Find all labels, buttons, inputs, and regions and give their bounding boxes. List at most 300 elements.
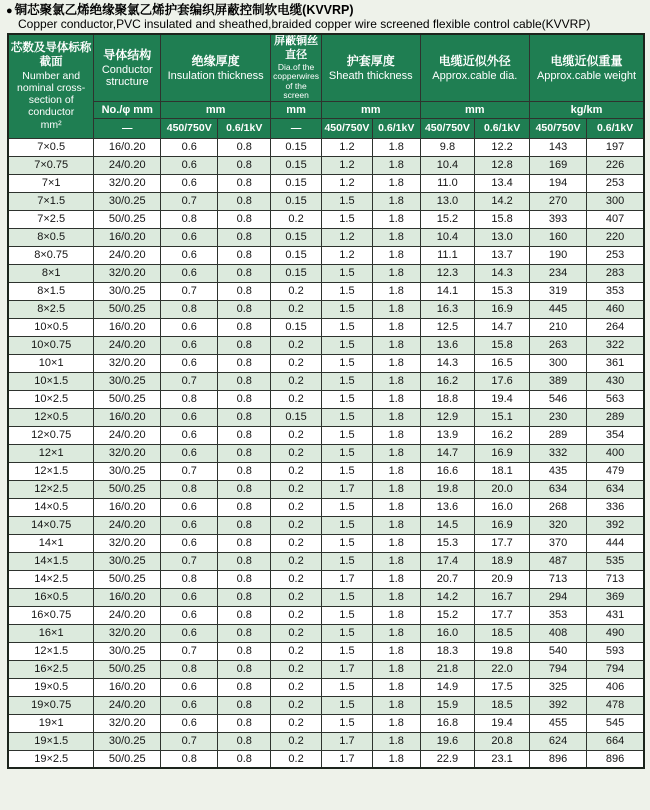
value-cell: 0.15 (271, 318, 322, 336)
spec-cell: 12×1 (8, 444, 94, 462)
value-cell: 1.5 (322, 516, 373, 534)
value-cell: 0.8 (218, 300, 271, 318)
value-cell: 1.8 (372, 480, 420, 498)
value-cell: 1.5 (322, 426, 373, 444)
value-cell: 1.5 (322, 444, 373, 462)
value-cell: 10.4 (420, 156, 475, 174)
value-cell: 1.5 (322, 354, 373, 372)
value-cell: 50/0.25 (94, 210, 161, 228)
value-cell: 20.9 (475, 570, 530, 588)
value-cell: 0.6 (161, 138, 218, 156)
value-cell: 490 (587, 624, 644, 642)
value-cell: 50/0.25 (94, 660, 161, 678)
header-conductor-en: Conductor structure (101, 64, 153, 89)
value-cell: 23.1 (475, 750, 530, 768)
value-cell: 435 (529, 462, 586, 480)
value-cell: 1.8 (372, 354, 420, 372)
spec-cell: 10×0.5 (8, 318, 94, 336)
value-cell: 16.8 (420, 714, 475, 732)
value-cell: 1.5 (322, 678, 373, 696)
value-cell: 15.3 (420, 534, 475, 552)
header-sheath-zh: 护套厚度 (346, 53, 395, 68)
value-cell: 1.5 (322, 318, 373, 336)
value-cell: 50/0.25 (94, 390, 161, 408)
value-cell: 32/0.20 (94, 714, 161, 732)
table-row (8, 642, 644, 660)
value-cell: 713 (587, 570, 644, 588)
value-cell: 16.2 (475, 426, 530, 444)
value-cell: 13.6 (420, 336, 475, 354)
value-cell: 14.3 (475, 264, 530, 282)
value-cell: 1.2 (322, 174, 373, 192)
cable-spec-table (7, 33, 645, 769)
spec-cell: 12×0.75 (8, 426, 94, 444)
table-row (8, 426, 644, 444)
header-insulation-zh: 绝缘厚度 (191, 53, 240, 68)
value-cell: 24/0.20 (94, 336, 161, 354)
value-cell: 400 (587, 444, 644, 462)
value-cell: 430 (587, 372, 644, 390)
table-row (8, 570, 644, 588)
value-cell: 16/0.20 (94, 678, 161, 696)
table-row (8, 444, 644, 462)
spec-cell: 10×2.5 (8, 390, 94, 408)
value-cell: 1.2 (322, 156, 373, 174)
table-row (8, 390, 644, 408)
value-cell: 50/0.25 (94, 480, 161, 498)
value-cell: 1.8 (372, 624, 420, 642)
value-cell: 0.7 (161, 552, 218, 570)
voltage-diameter-1kv: 0.6/1kV (475, 118, 530, 138)
value-cell: 0.2 (271, 354, 322, 372)
value-cell: 393 (529, 210, 586, 228)
table-row (8, 210, 644, 228)
table-row (8, 354, 644, 372)
header-insulation-en: Insulation thickness (167, 70, 264, 83)
value-cell: 289 (587, 408, 644, 426)
value-cell: 16.9 (475, 444, 530, 462)
value-cell: 0.8 (218, 336, 271, 354)
value-cell: 1.8 (372, 678, 420, 696)
value-cell: 0.2 (271, 462, 322, 480)
value-cell: 0.2 (271, 678, 322, 696)
value-cell: 408 (529, 624, 586, 642)
page-title (0, 0, 650, 33)
value-cell: 407 (587, 210, 644, 228)
value-cell: 0.8 (218, 318, 271, 336)
value-cell: 226 (587, 156, 644, 174)
units-row (8, 101, 644, 118)
value-cell: 14.1 (420, 282, 475, 300)
table-row (8, 174, 644, 192)
header-cores-unit: mm² (40, 119, 62, 132)
value-cell: 406 (587, 678, 644, 696)
value-cell: 17.6 (475, 372, 530, 390)
value-cell: 0.2 (271, 750, 322, 768)
value-cell: 794 (587, 660, 644, 678)
value-cell: 50/0.25 (94, 750, 161, 768)
value-cell: 11.0 (420, 174, 475, 192)
value-cell: 17.7 (475, 606, 530, 624)
value-cell: 0.6 (161, 696, 218, 714)
value-cell: 0.8 (218, 138, 271, 156)
value-cell: 1.5 (322, 282, 373, 300)
value-cell: 0.8 (218, 390, 271, 408)
spec-cell: 14×2.5 (8, 570, 94, 588)
spec-cell: 19×0.75 (8, 696, 94, 714)
value-cell: 13.9 (420, 426, 475, 444)
value-cell: 32/0.20 (94, 624, 161, 642)
header-diameter-zh: 电缆近似外径 (438, 53, 511, 68)
value-cell: 1.8 (372, 732, 420, 750)
value-cell: 0.8 (218, 282, 271, 300)
value-cell: 0.8 (218, 372, 271, 390)
value-cell: 624 (529, 732, 586, 750)
title-text-zh: 铜芯聚氯乙烯绝缘聚氯乙烯护套编织屏蔽控制软电缆(KVVRP) (14, 3, 354, 17)
value-cell: 24/0.20 (94, 516, 161, 534)
value-cell: 17.7 (475, 534, 530, 552)
value-cell: 24/0.20 (94, 156, 161, 174)
value-cell: 1.2 (322, 138, 373, 156)
spec-cell: 19×1.5 (8, 732, 94, 750)
value-cell: 1.8 (372, 210, 420, 228)
table-row (8, 534, 644, 552)
value-cell: 1.8 (372, 156, 420, 174)
table-row (8, 588, 644, 606)
voltage-weight-450: 450/750V (529, 118, 586, 138)
spec-cell: 19×2.5 (8, 750, 94, 768)
value-cell: 0.6 (161, 498, 218, 516)
value-cell: 268 (529, 498, 586, 516)
value-cell: 24/0.20 (94, 426, 161, 444)
value-cell: 160 (529, 228, 586, 246)
value-cell: 32/0.20 (94, 534, 161, 552)
value-cell: 1.5 (322, 300, 373, 318)
value-cell: 0.2 (271, 714, 322, 732)
value-cell: 0.6 (161, 534, 218, 552)
value-cell: 0.15 (271, 264, 322, 282)
value-cell: 20.7 (420, 570, 475, 588)
value-cell: 19.4 (475, 714, 530, 732)
value-cell: 12.2 (475, 138, 530, 156)
table-row (8, 282, 644, 300)
value-cell: 1.8 (372, 372, 420, 390)
value-cell: 30/0.25 (94, 552, 161, 570)
value-cell: 1.8 (372, 174, 420, 192)
value-cell: 13.7 (475, 246, 530, 264)
value-cell: 353 (587, 282, 644, 300)
value-cell: 18.9 (475, 552, 530, 570)
value-cell: 0.6 (161, 408, 218, 426)
value-cell: 1.5 (322, 588, 373, 606)
value-cell: 319 (529, 282, 586, 300)
value-cell: 1.8 (372, 192, 420, 210)
value-cell: 0.7 (161, 372, 218, 390)
value-cell: 0.8 (218, 750, 271, 768)
spec-cell: 14×0.75 (8, 516, 94, 534)
value-cell: 0.6 (161, 354, 218, 372)
header-weight-zh: 电缆近似重量 (550, 53, 623, 68)
value-cell: 20.8 (475, 732, 530, 750)
value-cell: 1.8 (372, 642, 420, 660)
value-cell: 0.8 (218, 480, 271, 498)
unit-sheath: mm (322, 101, 421, 118)
spec-cell: 7×1.5 (8, 192, 94, 210)
value-cell: 0.15 (271, 408, 322, 426)
value-cell: 0.6 (161, 318, 218, 336)
value-cell: 0.8 (218, 246, 271, 264)
value-cell: 664 (587, 732, 644, 750)
header-cores-zh: 芯数及导体标称截面 (10, 41, 92, 68)
value-cell: 1.5 (322, 408, 373, 426)
value-cell: 24/0.20 (94, 696, 161, 714)
value-cell: 15.9 (420, 696, 475, 714)
value-cell: 535 (587, 552, 644, 570)
value-cell: 713 (529, 570, 586, 588)
unit-conductor: No./φ mm (94, 101, 161, 118)
value-cell: 0.8 (218, 444, 271, 462)
voltage-sheath-450: 450/750V (322, 118, 373, 138)
value-cell: 24/0.20 (94, 606, 161, 624)
value-cell: 361 (587, 354, 644, 372)
table-body (8, 138, 644, 768)
spec-cell: 19×0.5 (8, 678, 94, 696)
value-cell: 369 (587, 588, 644, 606)
header-weight-en: Approx.cable weight (536, 70, 636, 83)
spec-cell: 10×0.75 (8, 336, 94, 354)
table-row (8, 606, 644, 624)
value-cell: 1.8 (372, 534, 420, 552)
title-line-zh (6, 3, 646, 18)
value-cell: 1.5 (322, 264, 373, 282)
value-cell: 210 (529, 318, 586, 336)
value-cell: 431 (587, 606, 644, 624)
value-cell: 392 (529, 696, 586, 714)
header-screen-en: Dia.of the copperwires of the screen (273, 61, 319, 101)
value-cell: 0.8 (218, 552, 271, 570)
value-cell: 234 (529, 264, 586, 282)
value-cell: 15.2 (420, 210, 475, 228)
value-cell: 1.5 (322, 534, 373, 552)
table-row (8, 246, 644, 264)
value-cell: 30/0.25 (94, 282, 161, 300)
value-cell: 0.8 (161, 480, 218, 498)
value-cell: 896 (529, 750, 586, 768)
value-cell: 9.8 (420, 138, 475, 156)
voltage-sheath-1kv: 0.6/1kV (372, 118, 420, 138)
value-cell: 0.8 (218, 228, 271, 246)
value-cell: 0.8 (218, 678, 271, 696)
value-cell: 300 (587, 192, 644, 210)
table-row (8, 498, 644, 516)
table-row (8, 714, 644, 732)
value-cell: 0.15 (271, 156, 322, 174)
value-cell: 197 (587, 138, 644, 156)
value-cell: 264 (587, 318, 644, 336)
value-cell: 0.7 (161, 642, 218, 660)
value-cell: 0.2 (271, 336, 322, 354)
header-cores-column (8, 34, 94, 138)
value-cell: 0.2 (271, 570, 322, 588)
table-row (8, 552, 644, 570)
value-cell: 16/0.20 (94, 228, 161, 246)
value-cell: 0.8 (161, 390, 218, 408)
value-cell: 1.5 (322, 210, 373, 228)
value-cell: 50/0.25 (94, 570, 161, 588)
header-diameter-en: Approx.cable dia. (432, 70, 518, 83)
value-cell: 30/0.25 (94, 372, 161, 390)
spec-cell: 16×2.5 (8, 660, 94, 678)
value-cell: 1.8 (372, 336, 420, 354)
value-cell: 1.8 (372, 228, 420, 246)
value-cell: 50/0.25 (94, 300, 161, 318)
value-cell: 1.8 (372, 426, 420, 444)
value-cell: 0.8 (161, 660, 218, 678)
value-cell: 16.9 (475, 516, 530, 534)
value-cell: 0.8 (161, 300, 218, 318)
value-cell: 253 (587, 246, 644, 264)
value-cell: 0.8 (218, 642, 271, 660)
value-cell: 16.9 (475, 300, 530, 318)
value-cell: 1.7 (322, 732, 373, 750)
value-cell: 1.8 (372, 138, 420, 156)
value-cell: 487 (529, 552, 586, 570)
value-cell: 32/0.20 (94, 444, 161, 462)
value-cell: 18.8 (420, 390, 475, 408)
value-cell: 1.8 (372, 264, 420, 282)
value-cell: 18.1 (475, 462, 530, 480)
value-cell: 0.8 (218, 426, 271, 444)
spec-cell: 12×1.5 (8, 642, 94, 660)
value-cell: 14.3 (420, 354, 475, 372)
table-row (8, 318, 644, 336)
header-cores-en: Number and nominal cross-section of conductor (17, 70, 86, 118)
value-cell: 0.2 (271, 498, 322, 516)
value-cell: 478 (587, 696, 644, 714)
value-cell: 16.5 (475, 354, 530, 372)
value-cell: 370 (529, 534, 586, 552)
value-cell: 0.7 (161, 282, 218, 300)
value-cell: 0.8 (218, 624, 271, 642)
value-cell: 14.5 (420, 516, 475, 534)
value-cell: 0.8 (218, 606, 271, 624)
value-cell: 0.15 (271, 138, 322, 156)
value-cell: 0.2 (271, 480, 322, 498)
value-cell: 0.8 (218, 210, 271, 228)
value-cell: 1.7 (322, 570, 373, 588)
value-cell: 0.2 (271, 606, 322, 624)
value-cell: 0.8 (218, 462, 271, 480)
value-cell: 12.5 (420, 318, 475, 336)
value-cell: 0.8 (218, 408, 271, 426)
table-row (8, 462, 644, 480)
value-cell: 15.2 (420, 606, 475, 624)
value-cell: 19.8 (475, 642, 530, 660)
value-cell: 336 (587, 498, 644, 516)
value-cell: 16.3 (420, 300, 475, 318)
value-cell: 0.8 (218, 534, 271, 552)
value-cell: 230 (529, 408, 586, 426)
value-cell: 1.5 (322, 462, 373, 480)
value-cell: 0.6 (161, 156, 218, 174)
value-cell: 320 (529, 516, 586, 534)
value-cell: 1.5 (322, 498, 373, 516)
value-cell: 19.8 (420, 480, 475, 498)
value-cell: 0.15 (271, 246, 322, 264)
unit-insulation: mm (161, 101, 271, 118)
value-cell: 32/0.20 (94, 264, 161, 282)
spec-cell: 19×1 (8, 714, 94, 732)
value-cell: 1.5 (322, 714, 373, 732)
value-cell: 392 (587, 516, 644, 534)
value-cell: 15.8 (475, 336, 530, 354)
header-conductor-structure (94, 34, 161, 101)
spec-cell: 8×1 (8, 264, 94, 282)
value-cell: 16.0 (475, 498, 530, 516)
value-cell: 1.5 (322, 624, 373, 642)
header-screen-wire-dia (271, 34, 322, 101)
value-cell: 460 (587, 300, 644, 318)
value-cell: 194 (529, 174, 586, 192)
spec-cell: 12×2.5 (8, 480, 94, 498)
value-cell: 0.2 (271, 732, 322, 750)
value-cell: 0.6 (161, 714, 218, 732)
spec-cell: 7×0.75 (8, 156, 94, 174)
table-row (8, 228, 644, 246)
header-sheath-en: Sheath thickness (328, 70, 413, 83)
spec-cell: 16×0.5 (8, 588, 94, 606)
voltage-insulation-1kv: 0.6/1kV (218, 118, 271, 138)
voltage-conductor-dash: — (94, 118, 161, 138)
value-cell: 0.2 (271, 444, 322, 462)
value-cell: 19.4 (475, 390, 530, 408)
value-cell: 1.8 (372, 318, 420, 336)
value-cell: 300 (529, 354, 586, 372)
value-cell: 1.7 (322, 480, 373, 498)
value-cell: 0.8 (161, 210, 218, 228)
value-cell: 14.2 (420, 588, 475, 606)
value-cell: 1.8 (372, 282, 420, 300)
value-cell: 1.8 (372, 246, 420, 264)
value-cell: 1.8 (372, 552, 420, 570)
table-row (8, 156, 644, 174)
value-cell: 0.15 (271, 228, 322, 246)
value-cell: 1.5 (322, 696, 373, 714)
value-cell: 30/0.25 (94, 192, 161, 210)
value-cell: 16.2 (420, 372, 475, 390)
value-cell: 1.8 (372, 714, 420, 732)
value-cell: 15.1 (475, 408, 530, 426)
value-cell: 0.2 (271, 426, 322, 444)
value-cell: 540 (529, 642, 586, 660)
table-row (8, 624, 644, 642)
value-cell: 16/0.20 (94, 498, 161, 516)
value-cell: 18.5 (475, 624, 530, 642)
value-cell: 1.7 (322, 660, 373, 678)
header-conductor-zh: 导体结构 (103, 47, 152, 62)
value-cell: 0.8 (218, 714, 271, 732)
value-cell: 634 (587, 480, 644, 498)
bullet-icon: ● (6, 5, 13, 17)
value-cell: 0.6 (161, 678, 218, 696)
value-cell: 15.8 (475, 210, 530, 228)
value-cell: 1.5 (322, 192, 373, 210)
table-row (8, 750, 644, 768)
value-cell: 1.8 (372, 444, 420, 462)
table-row (8, 138, 644, 156)
value-cell: 1.5 (322, 336, 373, 354)
value-cell: 14.2 (475, 192, 530, 210)
